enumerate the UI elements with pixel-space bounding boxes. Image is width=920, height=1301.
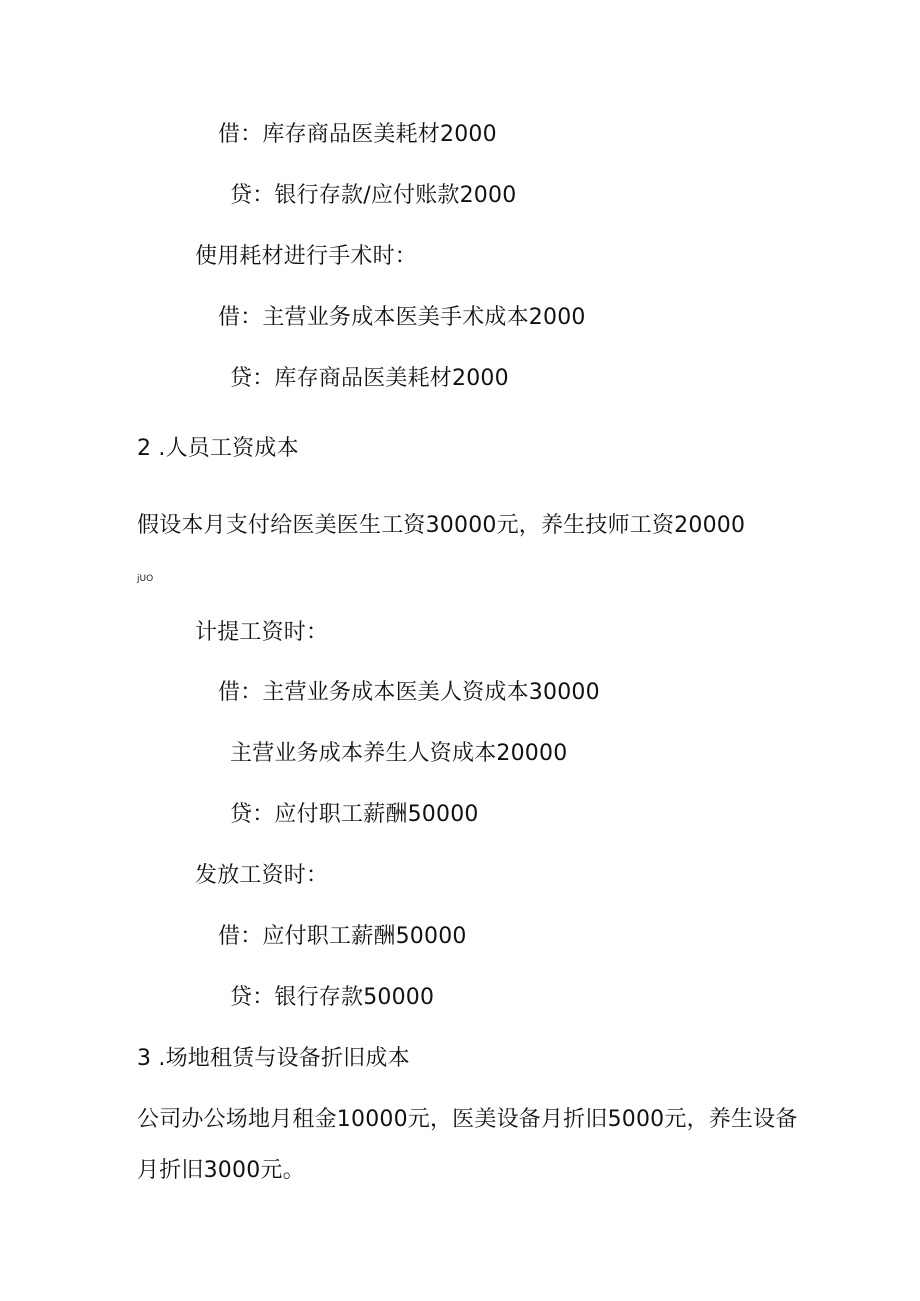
rent-paragraph-line-1: 公司办公场地月租金10000元，医美设备月折旧5000元，养生设备 [137,1107,798,1132]
debit-wellness-labor-line: 主营业务成本养生人资成本20000 [230,741,568,766]
section-2-heading: 2 .人员工资成本 [137,436,299,461]
credit-inventory-line: 贷：库存商品医美耗材2000 [230,366,509,391]
debit-inventory-line: 借：库存商品医美耗材2000 [218,122,497,147]
credit-payroll-line: 贷：应付职工薪酬50000 [230,802,479,827]
debit-medical-labor-line: 借：主营业务成本医美人资成本30000 [218,680,600,705]
use-materials-heading: 使用耗材进行手术时： [195,244,418,269]
credit-bank-payable-line: 贷：银行存款/应付账款2000 [230,183,517,208]
rent-paragraph-line-2: 月折旧3000元。 [137,1158,305,1183]
debit-surgery-cost-line: 借：主营业务成本医美手术成本2000 [218,305,586,330]
section-3-heading: 3 .场地租赁与设备折旧成本 [137,1046,410,1071]
salary-paragraph-line-1: 假设本月支付给医美医生工资30000元，养生技师工资20000 [137,513,746,538]
credit-bank-line: 贷：银行存款50000 [230,985,435,1010]
pay-salary-heading: 发放工资时： [195,863,329,888]
accrue-salary-heading: 计提工资时： [195,620,329,645]
debit-payroll-line: 借：应付职工薪酬50000 [218,924,467,949]
salary-paragraph-fragment: jUO [137,574,154,584]
